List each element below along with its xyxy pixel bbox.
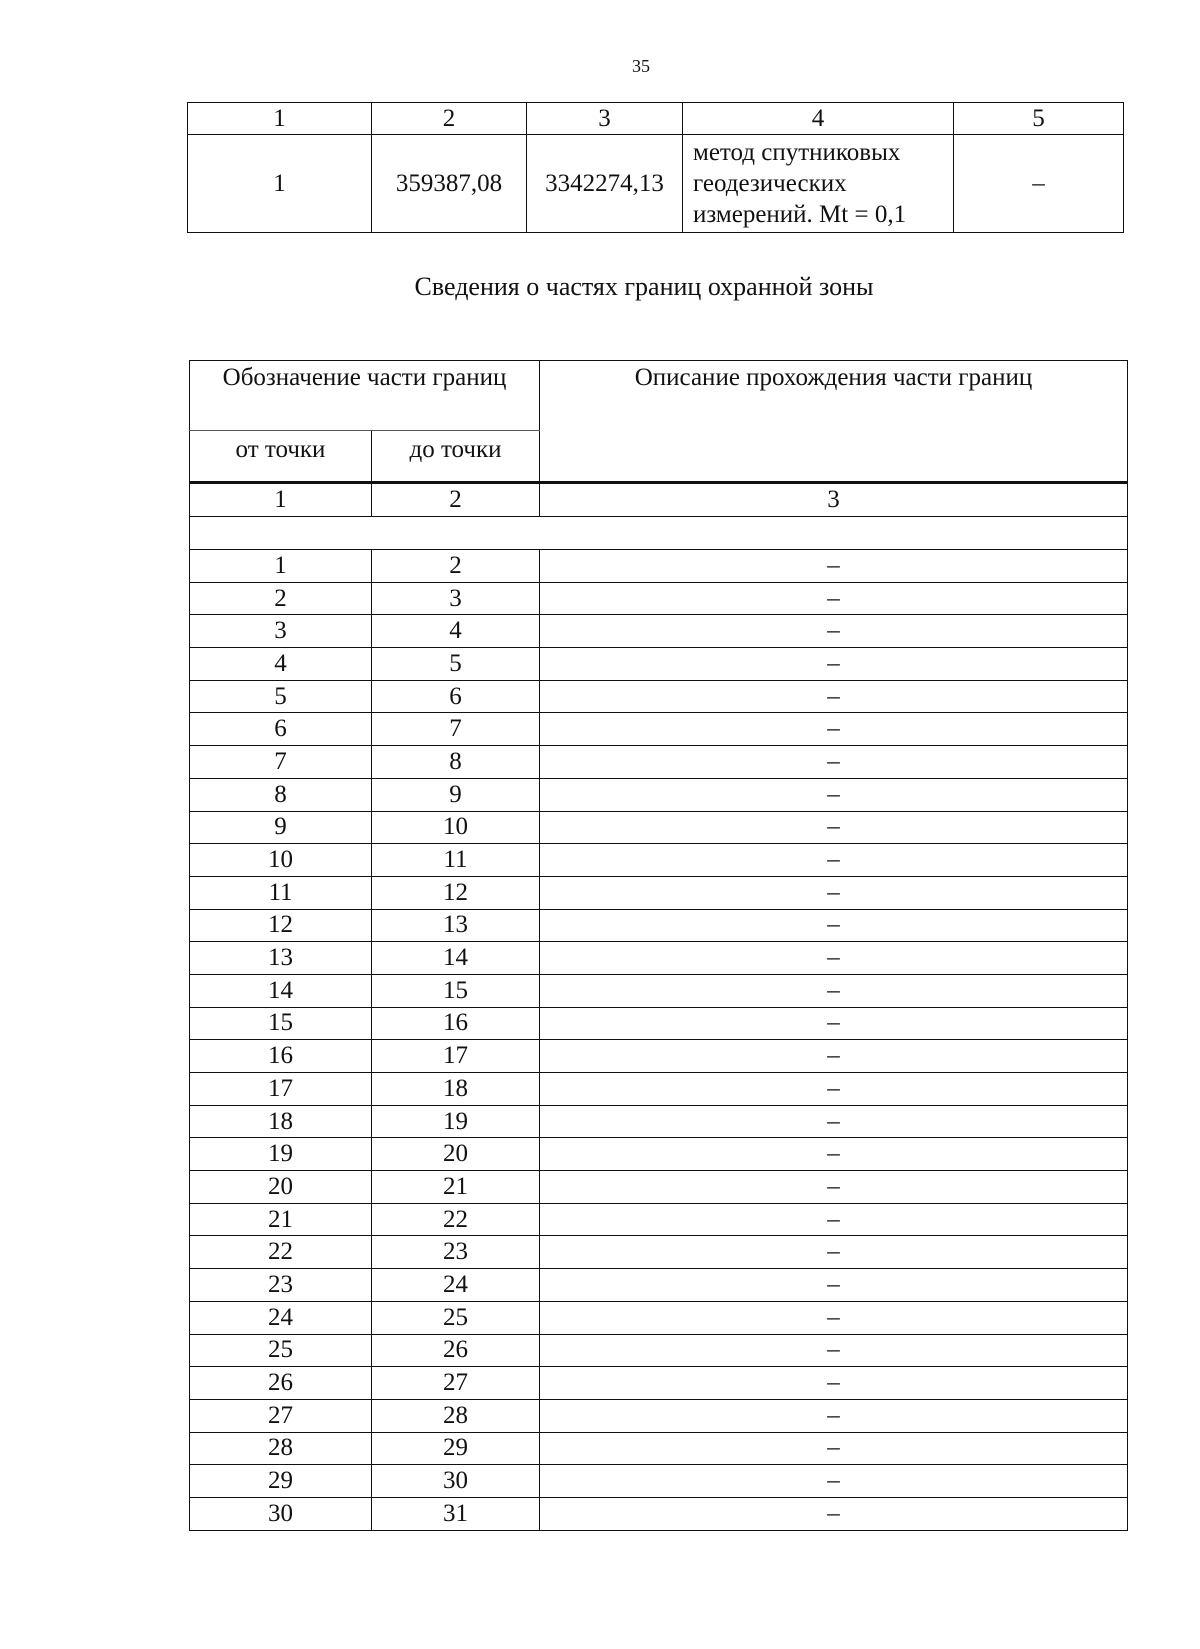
from-point: 28	[190, 1432, 372, 1465]
from-point: 20	[190, 1171, 372, 1204]
coordinates-table	[187, 102, 1124, 233]
column-number: 2	[372, 483, 540, 517]
to-point: 14	[372, 942, 540, 975]
point-description: –	[954, 135, 1124, 233]
boundary-header-row	[190, 361, 1128, 431]
column-number: 5	[954, 103, 1124, 135]
from-point: 13	[190, 942, 372, 975]
table-row	[190, 1367, 1128, 1400]
from-point: 21	[190, 1203, 372, 1236]
to-point: 5	[372, 648, 540, 681]
from-point: 23	[190, 1269, 372, 1302]
blank-cell	[190, 517, 1128, 550]
from-point: 26	[190, 1367, 372, 1400]
column-number: 4	[683, 103, 954, 135]
to-point: 26	[372, 1334, 540, 1367]
boundary-blank-row	[190, 517, 1128, 550]
table-row	[190, 1105, 1128, 1138]
table-row	[190, 942, 1128, 975]
part-description: –	[540, 1073, 1128, 1106]
part-description: –	[540, 1236, 1128, 1269]
part-description: –	[540, 1301, 1128, 1334]
from-point: 2	[190, 582, 372, 615]
part-description: –	[540, 1171, 1128, 1204]
table-row	[190, 876, 1128, 909]
table-row	[190, 1269, 1128, 1302]
table-row	[190, 974, 1128, 1007]
part-description: –	[540, 648, 1128, 681]
table-row	[190, 680, 1128, 713]
column-number: 1	[188, 103, 372, 135]
from-point: 29	[190, 1465, 372, 1498]
method-cell	[683, 135, 954, 233]
part-description: –	[540, 713, 1128, 746]
part-description: –	[540, 746, 1128, 779]
to-point: 7	[372, 713, 540, 746]
to-point: 6	[372, 680, 540, 713]
table-row	[190, 1171, 1128, 1204]
x-coordinate: 359387,08	[372, 135, 527, 233]
from-point: 11	[190, 876, 372, 909]
part-description: –	[540, 942, 1128, 975]
to-point: 20	[372, 1138, 540, 1171]
boundary-column-numbers-row	[190, 483, 1128, 517]
table-row	[190, 1301, 1128, 1334]
from-point: 3	[190, 615, 372, 648]
table-row	[190, 1138, 1128, 1171]
from-point: 5	[190, 680, 372, 713]
from-point: 4	[190, 648, 372, 681]
from-point: 6	[190, 713, 372, 746]
to-point: 18	[372, 1073, 540, 1106]
to-point: 29	[372, 1432, 540, 1465]
boundary-parts-table	[189, 360, 1128, 1531]
part-description: –	[540, 778, 1128, 811]
from-point: 1	[190, 550, 372, 583]
to-point: 28	[372, 1399, 540, 1432]
from-point: 15	[190, 1007, 372, 1040]
table-row	[190, 1236, 1128, 1269]
from-point: 9	[190, 811, 372, 844]
to-point: 24	[372, 1269, 540, 1302]
table-row	[190, 1040, 1128, 1073]
boundary-description-header: Описание прохождения части границ	[540, 361, 1128, 483]
from-point: 30	[190, 1497, 372, 1530]
table-row	[190, 1203, 1128, 1236]
table-row	[190, 550, 1128, 583]
table-row	[190, 1399, 1128, 1432]
table-row	[190, 1497, 1128, 1530]
to-point: 2	[372, 550, 540, 583]
column-number: 2	[372, 103, 527, 135]
page-number: 35	[632, 56, 650, 76]
column-number: 3	[527, 103, 683, 135]
from-point: 17	[190, 1073, 372, 1106]
to-point: 4	[372, 615, 540, 648]
table-row	[190, 909, 1128, 942]
part-description: –	[540, 1269, 1128, 1302]
table-row	[190, 746, 1128, 779]
table-row	[190, 615, 1128, 648]
table-row	[190, 1334, 1128, 1367]
from-point: 24	[190, 1301, 372, 1334]
point-number: 1	[188, 135, 372, 233]
table-row	[190, 1432, 1128, 1465]
to-point: 15	[372, 974, 540, 1007]
from-point: 16	[190, 1040, 372, 1073]
part-description: –	[540, 1432, 1128, 1465]
table-row	[190, 713, 1128, 746]
part-description: –	[540, 1367, 1128, 1400]
part-description: –	[540, 1203, 1128, 1236]
from-point: 14	[190, 974, 372, 1007]
table-row	[190, 1007, 1128, 1040]
column-number: 3	[540, 483, 1128, 517]
part-description: –	[540, 811, 1128, 844]
from-point-header: от точки	[190, 431, 372, 483]
section-title: Сведения о частях границ охранной зоны	[414, 272, 874, 301]
table-row	[190, 582, 1128, 615]
to-point: 11	[372, 844, 540, 877]
to-point: 23	[372, 1236, 540, 1269]
from-point: 25	[190, 1334, 372, 1367]
method-line: метод спутниковых	[693, 139, 901, 166]
column-number: 1	[190, 483, 372, 517]
part-description: –	[540, 1465, 1128, 1498]
to-point: 17	[372, 1040, 540, 1073]
part-description: –	[540, 1007, 1128, 1040]
part-description: –	[540, 1399, 1128, 1432]
part-description: –	[540, 1497, 1128, 1530]
to-point: 12	[372, 876, 540, 909]
part-description: –	[540, 615, 1128, 648]
to-point: 21	[372, 1171, 540, 1204]
to-point: 3	[372, 582, 540, 615]
from-point: 7	[190, 746, 372, 779]
to-point: 19	[372, 1105, 540, 1138]
table-row	[190, 844, 1128, 877]
part-description: –	[540, 550, 1128, 583]
method-line: измерений. Mt = 0,1	[693, 201, 907, 228]
part-description: –	[540, 1040, 1128, 1073]
table-row	[190, 778, 1128, 811]
part-description: –	[540, 974, 1128, 1007]
part-description: –	[540, 1334, 1128, 1367]
from-point: 22	[190, 1236, 372, 1269]
coordinates-header-row	[188, 103, 1124, 135]
from-point: 27	[190, 1399, 372, 1432]
from-point: 8	[190, 778, 372, 811]
part-description: –	[540, 680, 1128, 713]
boundary-designation-header: Обозначение части границ	[190, 361, 540, 431]
table-row	[190, 1073, 1128, 1106]
from-point: 19	[190, 1138, 372, 1171]
from-point: 18	[190, 1105, 372, 1138]
part-description: –	[540, 844, 1128, 877]
to-point: 16	[372, 1007, 540, 1040]
coordinates-row	[188, 135, 1124, 233]
table-row	[190, 1465, 1128, 1498]
to-point: 10	[372, 811, 540, 844]
y-coordinate: 3342274,13	[527, 135, 683, 233]
table-row	[190, 811, 1128, 844]
to-point: 31	[372, 1497, 540, 1530]
part-description: –	[540, 1138, 1128, 1171]
from-point: 12	[190, 909, 372, 942]
to-point: 25	[372, 1301, 540, 1334]
part-description: –	[540, 909, 1128, 942]
table-row	[190, 648, 1128, 681]
to-point: 8	[372, 746, 540, 779]
to-point-header: до точки	[372, 431, 540, 483]
part-description: –	[540, 582, 1128, 615]
from-point: 10	[190, 844, 372, 877]
to-point: 27	[372, 1367, 540, 1400]
part-description: –	[540, 1105, 1128, 1138]
to-point: 13	[372, 909, 540, 942]
part-description: –	[540, 876, 1128, 909]
to-point: 30	[372, 1465, 540, 1498]
to-point: 9	[372, 778, 540, 811]
to-point: 22	[372, 1203, 540, 1236]
method-line: геодезических	[693, 170, 847, 197]
